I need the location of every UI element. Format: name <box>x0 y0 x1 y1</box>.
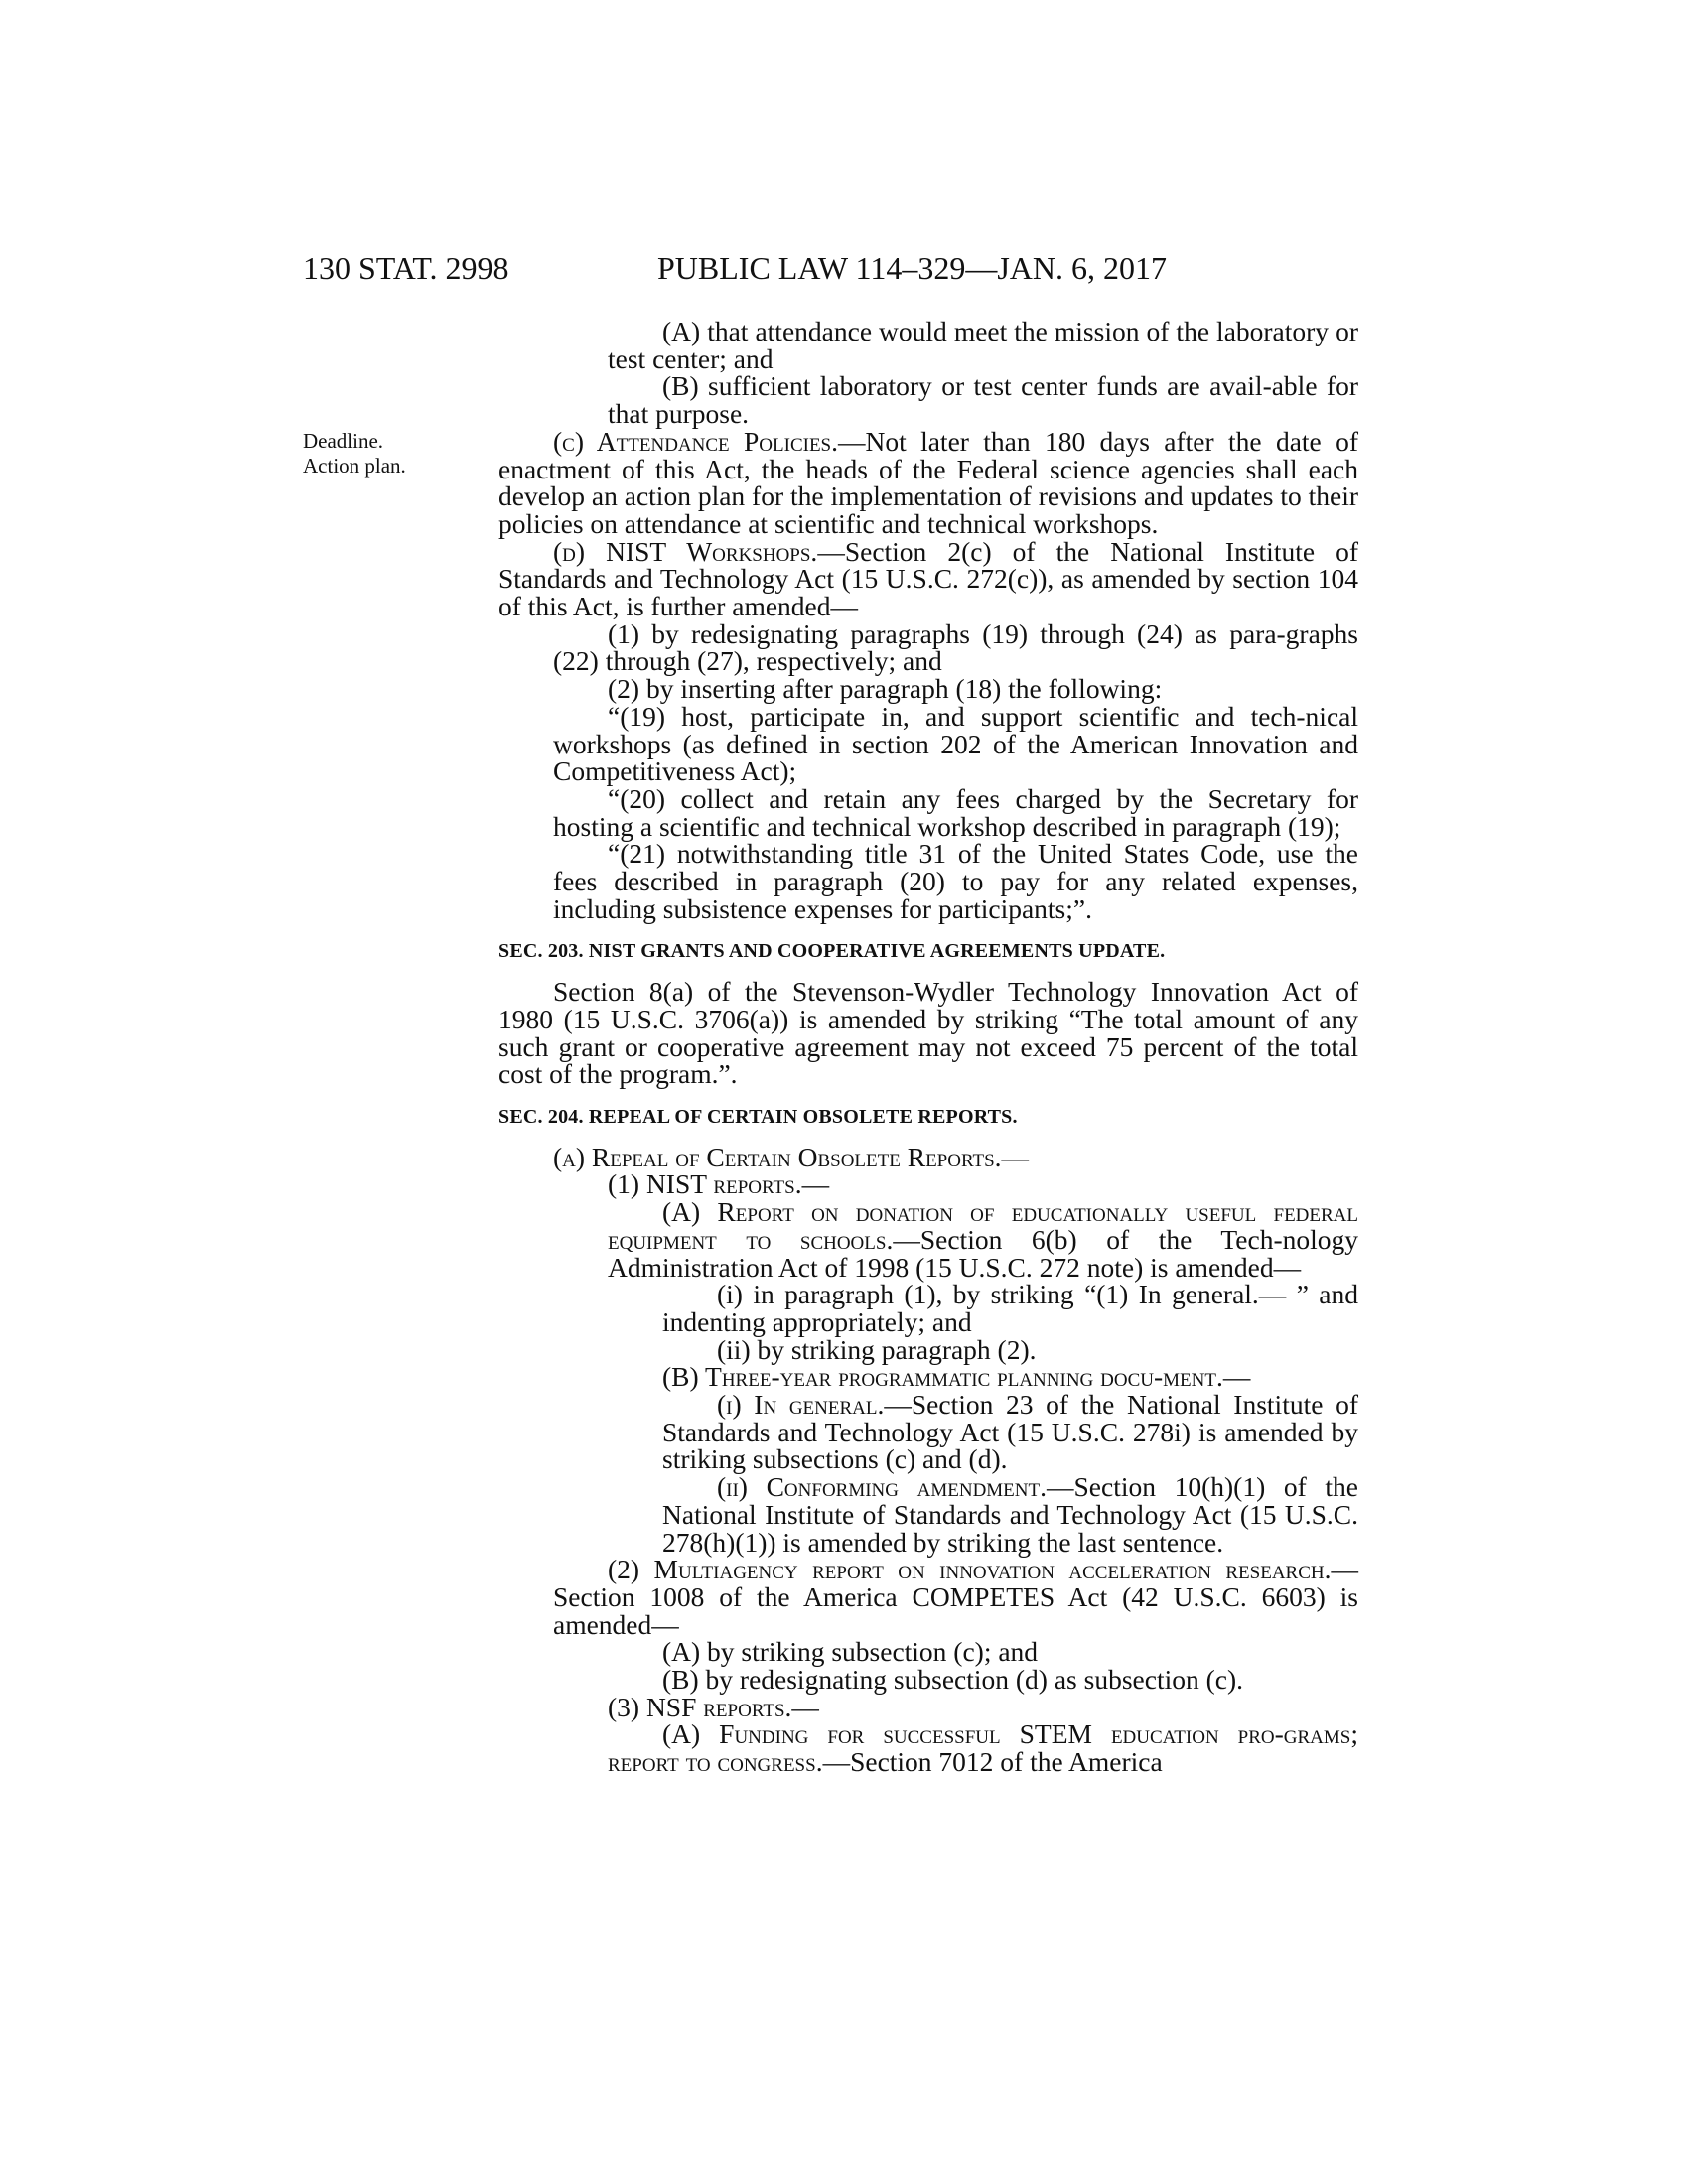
paragraph-text: —Section 2(c) of the National Institute of Standards and Technology Act (15 U.S.C. 272(c)), as amended by section 104 of this Act, is further amended— <box>498 535 1358 622</box>
paragraph <box>498 1718 1358 1778</box>
public-law-title: PUBLIC LAW 114–329—JAN. 6, 2017 <box>657 250 1167 286</box>
paragraph-text: (B) sufficient laboratory or test center funds are avail-able for that purpose. <box>608 370 1358 430</box>
paragraph-text: (2) by inserting after paragraph (18) the following: <box>608 673 1163 705</box>
paragraph <box>498 782 1358 842</box>
paragraph-text: —Not later than 180 days after the date of enactment of this Act, the heads of the Federal science agencies shall each develop an action plan for the implementation of revisions and updates to their policies on attendance at scientific and technical workshops. <box>498 425 1359 539</box>
paragraph <box>498 978 1358 1088</box>
paragraph-text: — <box>791 1691 819 1722</box>
paragraph <box>498 1281 1358 1335</box>
paragraph-text: —Section 10(h)(1) of the National Institute of Standards and Technology Act (15 U.S.C. 278(h)(1)) is amended by striking the last sentence. <box>662 1471 1358 1558</box>
paragraph-heading: (A) Funding for successful STEM education pro-grams; report to congress. <box>608 1718 1358 1778</box>
paragraph-text: “(19) host, participate in, and support scientific and tech-nical workshops (as defined in section 202 of the American Innovation and Competitiveness Act); <box>553 700 1358 787</box>
paragraph-text: —Section 1008 of the America COMPETES Act (42 U.S.C. 6603) is amended— <box>553 1554 1358 1640</box>
paragraph <box>498 1473 1358 1556</box>
paragraph-text: (A) that attendance would meet the mission of the laboratory or test center; and <box>608 316 1358 374</box>
paragraph-heading: (3) NSF reports. <box>608 1691 792 1722</box>
paragraph <box>498 370 1358 430</box>
paragraph-text: SEC. 204. REPEAL OF CERTAIN OBSOLETE REPORTS. <box>498 1105 1018 1128</box>
paragraph <box>498 425 1359 539</box>
paragraph <box>498 1170 1358 1198</box>
paragraph <box>498 840 1358 922</box>
paragraph-text: “(21) notwithstanding title 31 of the United States Code, use the fees described in paragraph (20) to pay for any related expenses, including subsistence expenses for participants;”. <box>553 838 1358 924</box>
document-body <box>498 318 1358 1776</box>
paragraph <box>498 1691 1358 1722</box>
paragraph <box>498 1556 1358 1638</box>
margin-note-deadline: Deadline. <box>303 429 384 453</box>
paragraph <box>498 318 1358 372</box>
paragraph <box>498 1666 1358 1694</box>
paragraph <box>498 1198 1358 1281</box>
paragraph <box>498 1391 1358 1473</box>
paragraph <box>498 1333 1358 1365</box>
paragraph-text: (1) by redesignating paragraphs (19) through (24) as para-graphs (22) through (27), respectively; and <box>553 617 1358 677</box>
paragraph <box>498 675 1358 703</box>
paragraph <box>498 617 1358 677</box>
paragraph-heading: (B) Three-year programmatic planning docu-ment. <box>662 1361 1223 1393</box>
paragraph <box>498 700 1358 787</box>
paragraph-heading: (2) Multiagency report on innovation acceleration research. <box>608 1554 1332 1585</box>
paragraph-text: —Section 7012 of the America <box>822 1746 1163 1778</box>
paragraph-text: “(20) collect and retain any fees charged by the Secretary for hosting a scientific and technical workshop described in paragraph (19); <box>553 782 1358 842</box>
paragraph-heading: (ii) Conforming amendment. <box>717 1471 1047 1503</box>
paragraph-text: —Section 6(b) of the Tech-nology Administration Act of 1998 (15 U.S.C. 272 note) is amended— <box>608 1223 1358 1283</box>
margin-notes <box>303 429 406 478</box>
paragraph-heading: (a) Repeal of Certain Obsolete Reports. <box>553 1141 1002 1172</box>
paragraph-text: (A) by striking subsection (c); and <box>662 1636 1039 1668</box>
paragraph-heading: (A) Report on donation of educationally useful federal equipment to schools. <box>608 1196 1358 1255</box>
section-heading <box>498 1104 1358 1132</box>
stat-page-number: 130 STAT. 2998 <box>303 250 509 286</box>
paragraph-text: (ii) by striking paragraph (2). <box>717 1333 1037 1365</box>
paragraph <box>498 1141 1358 1172</box>
section-heading <box>498 938 1358 966</box>
paragraph-text: Section 8(a) of the Stevenson-Wydler Technology Innovation Act of 1980 (15 U.S.C. 3706(a)) is amended by striking “The total amount of any such grant or cooperative agreement may not exceed 75 percent of the total cost of the program.”. <box>498 976 1358 1090</box>
paragraph-text: —Section 23 of the National Institute of Standards and Technology Act (15 U.S.C. 278i) is amended by striking subsections (c) and (d). <box>662 1389 1358 1475</box>
paragraph-text: — <box>801 1168 830 1200</box>
paragraph-heading: (d) NIST Workshops. <box>553 535 818 567</box>
margin-note-action-plan: Action plan. <box>303 454 406 478</box>
paragraph-text: SEC. 203. NIST GRANTS AND COOPERATIVE AGREEMENTS UPDATE. <box>498 940 1166 963</box>
paragraph-heading: (1) NIST reports. <box>608 1168 802 1200</box>
paragraph-text: (B) by redesignating subsection (d) as subsection (c). <box>662 1664 1243 1696</box>
paragraph <box>498 1363 1358 1391</box>
paragraph <box>498 535 1358 622</box>
paragraph-heading: (c) Attendance Policies. <box>553 425 838 457</box>
paragraph-text: — <box>1001 1141 1030 1172</box>
paragraph-heading: (i) In general. <box>717 1389 885 1421</box>
paragraph-text: (i) in paragraph (1), by striking “(1) In general.— ” and indenting appropriately; and <box>662 1279 1358 1337</box>
paragraph-text: — <box>1222 1361 1251 1393</box>
paragraph <box>498 1638 1358 1666</box>
